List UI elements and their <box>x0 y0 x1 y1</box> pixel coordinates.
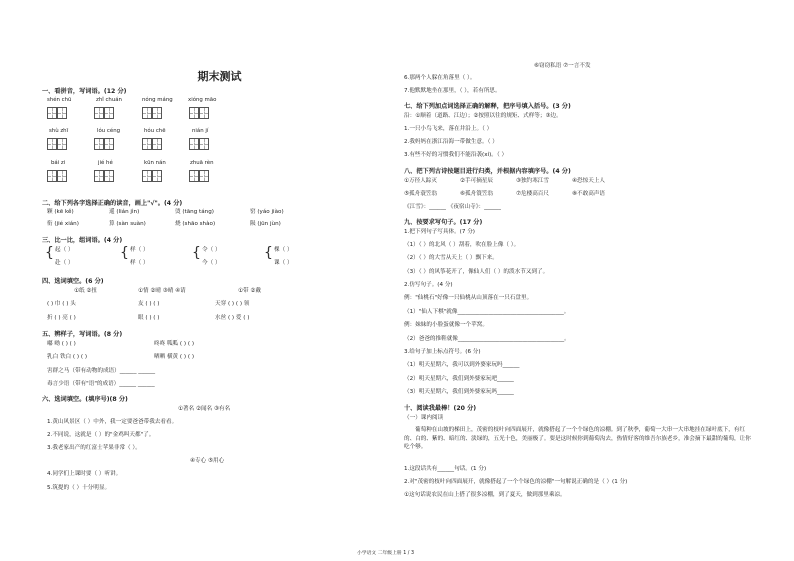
writing-grid[interactable] <box>189 170 209 182</box>
compare-word[interactable]: 棵（ ） <box>274 247 293 253</box>
section-5-heading: 五、辨样子，写词语。(8 分) <box>42 331 123 338</box>
section-10-heading: 十、阅读我最棒！(20 分) <box>404 405 477 412</box>
option-list: ①著名 ②闻名 ③有名 <box>178 406 231 412</box>
fill-blank[interactable]: 乳白 铁白 ( ) ( ) <box>47 354 87 360</box>
page-footer: 小学语文 二年级上册 1 / 3 <box>357 551 414 556</box>
section-2-heading: 二、给下列各字选择正确的读音，画上"√"。(4 分) <box>42 200 183 207</box>
writing-grid[interactable] <box>142 138 162 150</box>
poem-line: ⑥孤舟簑笠翁 <box>460 191 493 197</box>
question[interactable]: 4.同学们上课时要（ ）听讲。 <box>47 471 122 477</box>
question[interactable]: （1）（ ）的北风（ ）刮着，吹在脸上像（ ）。 <box>404 242 520 248</box>
compare-word[interactable]: 起（ ） <box>55 247 74 253</box>
pinyin: xióng māo <box>188 97 217 103</box>
question[interactable]: 6.那两个人躲在角落里（ ）。 <box>404 75 476 81</box>
question: 2.仿写句子。(4 分) <box>404 282 453 288</box>
definition: 沿：①顺着（道路、江边）；②按照以往的规矩、式样等；③边。 <box>404 113 562 119</box>
reading-choice[interactable]: 算 (sàn suàn) <box>109 221 146 227</box>
writing-grid[interactable] <box>142 170 162 182</box>
option-list: ④专心 ⑤用心 <box>190 458 225 464</box>
pinyin: nián jí <box>192 128 209 134</box>
reading-passage: 葡萄种在山坡的梯田上，茂密的枝叶向四面展开，就像搭起了一个个绿色的凉棚。到了秋季，葡萄一大串一大串地挂在绿叶底下，有红的、白的、紫的、暗红的、淡绿的，五光十色，美丽极了。要是这时候你到葡萄沟去，热情好客的维吾尔族老乡，准会摘下最甜的葡萄，让你吃个够。 <box>404 427 751 451</box>
fill-blank[interactable]: 眼 ( ) ( ) <box>138 315 160 321</box>
question[interactable]: 5.筑提的（ ）十分明显。 <box>47 485 111 491</box>
answer-line[interactable]: 《江雪》：______ 《夜宿山寺》：______ <box>404 204 501 210</box>
fill-blank[interactable]: 折 ( ) 亮 ( ) <box>47 315 76 321</box>
brace: { <box>120 245 129 261</box>
fill-blank[interactable]: 嘟 呦 ( ) ( ) <box>47 341 76 347</box>
section-8-heading: 八、把下列古诗按题目进行归类，并根据内容填序号。(4 分) <box>404 168 571 175</box>
poem-line: ④恐惊天上人 <box>572 178 605 184</box>
section-4-heading: 四、选词填空。(6 分) <box>42 278 104 285</box>
writing-grid[interactable] <box>189 107 209 119</box>
reading-choice[interactable]: 陨 (jūn jùn) <box>250 221 281 227</box>
compare-word[interactable]: 赴（ ） <box>55 260 74 266</box>
fill-blank[interactable]: ( ) 巾 ( ) 头 <box>47 301 76 307</box>
option-list: ①纸 ②扭 <box>74 288 97 294</box>
example: 例：妹妹的小脸蛋就像一个苹窝。 <box>404 322 488 328</box>
fill-blank[interactable]: 咚咚 呱呱 ( ) ( ) <box>154 341 194 347</box>
pinyin: bái zi <box>51 160 66 166</box>
question[interactable]: 1.一只小鸟飞来，落在井沿上。（ ） <box>404 126 493 132</box>
poem-line: ①万径人踪灭 <box>404 178 437 184</box>
question[interactable]: （3）（ ）的风筝花开了，像仙人们（ ）的泼水节又到了。 <box>404 269 549 275</box>
idiom-line[interactable]: 害群之马（带有动物的成语）______ ______ <box>47 368 156 374</box>
writing-grid[interactable] <box>142 107 162 119</box>
option-list: ①带 ②戴 <box>238 288 261 294</box>
question[interactable]: 2.不同说，这就是（ ）的"金鸡叫天都"了。 <box>47 432 155 438</box>
reading-choice[interactable]: 烧 (shāo shào) <box>175 221 216 227</box>
writing-grid[interactable] <box>94 107 114 119</box>
fill-blank[interactable]: 友 ( ) ( ) <box>138 301 160 307</box>
section-6-heading: 六、选词填空。(填序号)(8 分) <box>42 396 128 403</box>
writing-grid[interactable] <box>94 138 114 150</box>
fill-blank[interactable]: 水丝 ( ) 爱 ( ) <box>215 315 250 321</box>
brace: { <box>192 245 201 261</box>
section-7-heading: 七、给下列加点词选择正确的解释，把序号填入括号。(3 分) <box>404 103 571 110</box>
option-list: ①情 ②晴 ③晴 ④请 <box>138 288 186 294</box>
pinyin: hóu chē <box>144 128 166 134</box>
compare-word[interactable]: 样（ ） <box>130 260 149 266</box>
question[interactable]: （2）明天星期六，我们到外婆家玩吧______ <box>404 376 514 382</box>
section-9-heading: 九、按要求写句子。(17 分) <box>404 219 483 226</box>
reading-choice[interactable]: 颗 (kē kě) <box>47 209 74 215</box>
question[interactable]: （2）爸爸的推鞋就像______________________________________。 <box>404 336 570 342</box>
right-column <box>404 0 754 561</box>
question: 3.给句子加上标点符号。(6 分) <box>404 349 481 355</box>
reading-choice[interactable]: 衔 (jié xián) <box>47 221 79 227</box>
question[interactable]: （1）明天星期六，我可以到外婆家玩吗______ <box>404 362 520 368</box>
question[interactable]: 7.他默默地坐在那里，（ ），若有所思。 <box>404 88 501 94</box>
poem-line: ②手可摘星辰 <box>460 178 493 184</box>
pinyin: nóng máng <box>142 97 173 103</box>
writing-grid[interactable] <box>47 170 67 182</box>
question[interactable]: 3.我老家出产的红富士苹果非常（ ）。 <box>47 445 141 451</box>
reading-choice[interactable]: 窑 (yáo jiào) <box>250 209 284 215</box>
example: 例："仙桃石"好像一只仙桃从山顶落在一只石盘里。 <box>404 295 533 301</box>
question[interactable]: 2.对"茂密的枝叶向四面展开，就像搭起了一个个绿色的凉棚"一句解说正确的是（ ）(1 分) <box>404 479 628 485</box>
compare-word[interactable]: 令（ ） <box>202 247 221 253</box>
question[interactable]: 1.这段话共有______句话。(1 分) <box>404 466 487 472</box>
pinyin: jié hé <box>98 160 113 166</box>
reading-choice[interactable]: 遥 (lián jìn) <box>109 209 140 215</box>
brace: { <box>264 245 273 261</box>
section-1-heading: 一、看拼音，写词语。(12 分) <box>42 88 127 95</box>
compare-word[interactable]: 课（ ） <box>274 260 293 266</box>
writing-grid[interactable] <box>47 138 67 150</box>
poem-line: ③独钓寒江雪 <box>516 178 549 184</box>
pinyin: kūn nán <box>144 160 166 166</box>
answer-option[interactable]: ①这句话说农民在山上搭了很多凉棚，到了夏天，做到那里乘凉。 <box>404 492 566 498</box>
compare-word[interactable]: 今（ ） <box>202 260 221 266</box>
subsection-heading: （一）课内阅读 <box>404 415 444 421</box>
question[interactable]: （1）"仙人下棋"就像______________________________________。 <box>404 309 570 315</box>
question[interactable]: （3）明天星期六，我们到外婆家玩吗______ <box>404 389 514 395</box>
poem-line: ⑦危楼高百尺 <box>516 191 549 197</box>
page-title: 期末测试 <box>197 70 242 83</box>
idiom-line[interactable]: 毒言少语（带有"语"的成语）______ ______ <box>47 381 155 387</box>
question[interactable]: 1.黄山风景区（ ）中外，我一定要爸爸带我去看看。 <box>47 419 178 425</box>
question[interactable]: 3.有些不好的习惯我们不能沿袭(xí)。（ ） <box>404 152 508 158</box>
compare-word[interactable]: 样（ ） <box>130 247 149 253</box>
writing-grid[interactable] <box>94 170 114 182</box>
fill-blank[interactable]: 天穿 ( ) ( ) 领 <box>215 301 250 307</box>
question[interactable]: 2.我妈妈在浙江沿海一带做生意。（ ） <box>404 139 498 145</box>
reading-choice[interactable]: 烫 (tāng táng) <box>175 209 214 215</box>
pinyin: shù zhī <box>49 128 69 134</box>
left-column <box>42 0 397 561</box>
poem-line: ⑧不敢高声语 <box>572 191 605 197</box>
pinyin: zhǐ chuán <box>96 97 122 103</box>
pinyin: lóu céng <box>97 128 121 134</box>
section-3-heading: 三、比一比，组词语。(4 分) <box>42 237 123 244</box>
pinyin: shén chū <box>47 97 72 103</box>
pinyin: zhuā rèn <box>190 160 214 166</box>
question[interactable]: （2）（ ）的大雪从天上（ ）飘下来。 <box>404 255 498 261</box>
poem-line: ⑤孤舟蓑笠翁 <box>404 191 437 197</box>
question: 1.把下列句子写具体。(7 分) <box>404 229 475 235</box>
fill-blank[interactable]: 晒晒 横黄 ( ) ( ) <box>154 354 194 360</box>
option-list: ⑥窃窃私语 ⑦一言不发 <box>534 63 591 69</box>
writing-grid[interactable] <box>47 107 67 119</box>
brace: { <box>45 245 54 261</box>
writing-grid[interactable] <box>189 138 209 150</box>
